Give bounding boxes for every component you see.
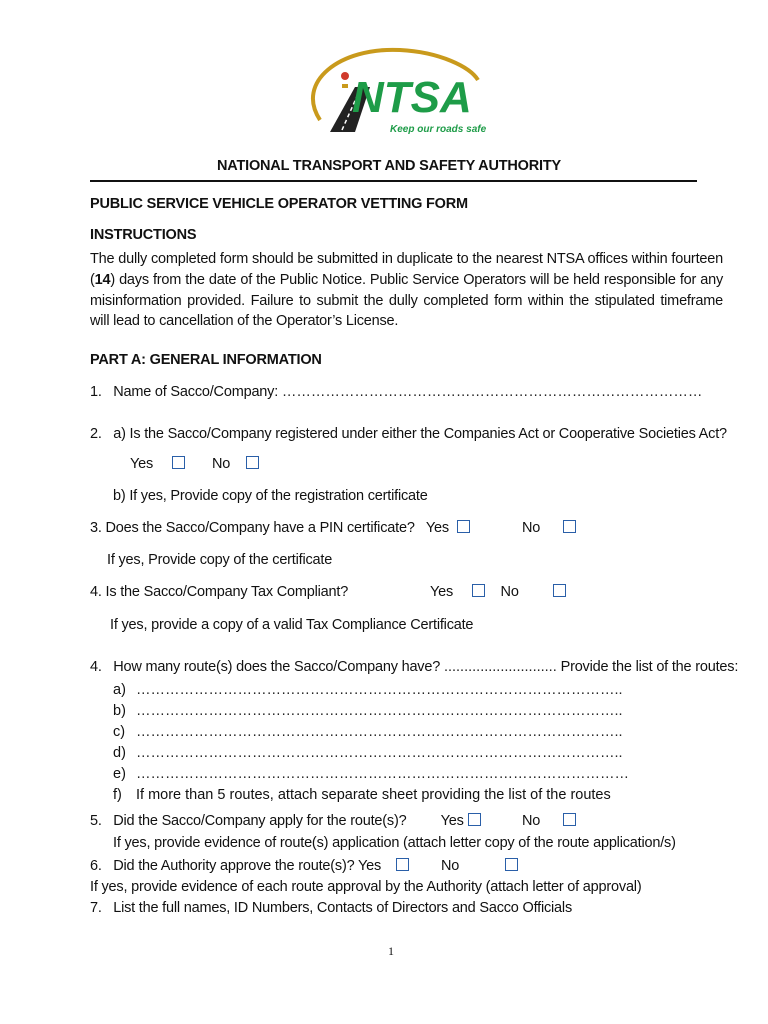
q5-no-label: No (522, 813, 541, 829)
q1-number: 1. (90, 384, 102, 400)
question-4: 4. Is the Sacco/Company Tax Compliant? (90, 584, 349, 600)
q4-followup: If yes, provide a copy of a valid Tax Compliance Certificate (110, 617, 474, 633)
q5-yes-checkbox[interactable] (468, 813, 481, 826)
route-row (113, 743, 629, 764)
q3-no-checkbox[interactable] (563, 520, 576, 533)
route-field[interactable]: ……………………………………………………………………………………….. (136, 745, 623, 761)
route-field[interactable]: ……………………………………………………………………………………….. (136, 724, 623, 740)
route-label: e) (113, 766, 126, 782)
ntsa-logo (300, 42, 490, 142)
title-rule (90, 180, 697, 182)
instructions-heading: INSTRUCTIONS (90, 227, 197, 243)
routes-count-field[interactable]: ............................ (443, 659, 557, 675)
q2-options (130, 456, 259, 472)
q7-text: List the full names, ID Numbers, Contacts of Directors and Sacco Officials (113, 900, 572, 916)
page-title: NATIONAL TRANSPORT AND SAFETY AUTHORITY (217, 158, 561, 174)
route-label: c) (113, 724, 126, 740)
route-field[interactable]: ……………………………………………………………………………………….. (136, 682, 623, 698)
question-5 (90, 813, 481, 829)
q6-no-option (441, 858, 518, 874)
q1-answer-field[interactable]: …………………………………………………………………………… (281, 384, 703, 400)
q1-label: Name of Sacco/Company: (113, 384, 279, 400)
q5-text: Did the Sacco/Company apply for the route(s)? (113, 813, 407, 829)
q5-followup: If yes, provide evidence of route(s) application (attach letter copy of the route application/s) (113, 835, 676, 851)
q2-number: 2. (90, 426, 102, 442)
q6-followup: If yes, provide evidence of each route approval by the Authority (attach letter of approval) (90, 879, 642, 895)
q4-yes-label: Yes (430, 584, 454, 600)
q6-no-label: No (441, 858, 460, 874)
q6-number: 6. (90, 858, 102, 874)
q3-followup: If yes, Provide copy of the certificate (107, 552, 333, 568)
route-f-text: If more than 5 routes, attach separate sheet providing the list of the routes (136, 787, 611, 803)
q2-yes-label: Yes (130, 456, 154, 472)
q6-no-checkbox[interactable] (505, 858, 518, 871)
ntsa-logo-graphic (300, 42, 490, 142)
q4-yes-checkbox[interactable] (472, 584, 485, 597)
part-a-heading: PART A: GENERAL INFORMATION (90, 352, 322, 368)
route-label: d) (113, 745, 126, 761)
question-1 (90, 384, 702, 400)
q2-yes-checkbox[interactable] (172, 456, 185, 469)
q3-text: 3. Does the Sacco/Company have a PIN certificate? (90, 520, 415, 536)
q6-yes-checkbox[interactable] (396, 858, 409, 871)
q5-no-option (522, 813, 576, 829)
question-6 (90, 858, 409, 874)
q4-no-checkbox[interactable] (553, 584, 566, 597)
q3-no-option (522, 520, 576, 536)
instructions-text-1: The dully completed form should be submitted in duplicate to the nearest NTSA offices within fourteen ( (90, 251, 723, 288)
q4-options (430, 584, 566, 600)
question-2a (90, 426, 727, 442)
question-7 (90, 900, 572, 916)
page-number: 1 (388, 944, 394, 958)
q7-number: 7. (90, 900, 102, 916)
routes-number: 4. (90, 659, 102, 675)
route-row (113, 701, 629, 722)
question-2b: b) If yes, Provide copy of the registration certificate (113, 488, 428, 504)
route-row (113, 680, 629, 701)
form-title: PUBLIC SERVICE VEHICLE OPERATOR VETTING FORM (90, 196, 468, 212)
route-label: a) (113, 682, 126, 698)
routes-tail: Provide the list of the routes: (560, 659, 739, 675)
question-routes (90, 659, 738, 675)
route-row (113, 722, 629, 743)
q2-no-label: No (212, 456, 231, 472)
q4-no-label: No (500, 584, 519, 600)
q3-no-label: No (522, 520, 541, 536)
route-field[interactable]: ………………………………………………………………………………………… (136, 766, 629, 782)
question-3 (90, 520, 470, 536)
instructions-days: 14 (94, 271, 111, 288)
routes-list (113, 680, 629, 806)
logo-text: NTSA (352, 73, 472, 122)
route-note (113, 785, 629, 806)
q2a-text: a) Is the Sacco/Company registered under either the Companies Act or Cooperative Societies Act? (113, 426, 727, 442)
route-label: b) (113, 703, 126, 719)
q3-yes-label: Yes (425, 520, 449, 536)
instructions-paragraph (90, 249, 723, 332)
q6-text: Did the Authority approve the route(s)? (113, 858, 355, 874)
logo-tagline: Keep our roads safe (390, 124, 487, 135)
q3-yes-checkbox[interactable] (457, 520, 470, 533)
instructions-text-2: ) days from the date of the Public Notice. Public Service Operators will be held responsible for any misinformation provided. Failure to submit the dully completed form within the stipulated timeframe will lead to cancellation of the Operator’s License. (90, 271, 723, 330)
q5-no-checkbox[interactable] (563, 813, 576, 826)
route-f-label: f) (113, 787, 122, 803)
q2-no-checkbox[interactable] (246, 456, 259, 469)
q5-number: 5. (90, 813, 102, 829)
q6-yes-label: Yes (358, 858, 382, 874)
route-field[interactable]: ……………………………………………………………………………………….. (136, 703, 623, 719)
q5-yes-label: Yes (440, 813, 464, 829)
route-row (113, 764, 629, 785)
routes-question: How many route(s) does the Sacco/Company have? (113, 659, 441, 675)
